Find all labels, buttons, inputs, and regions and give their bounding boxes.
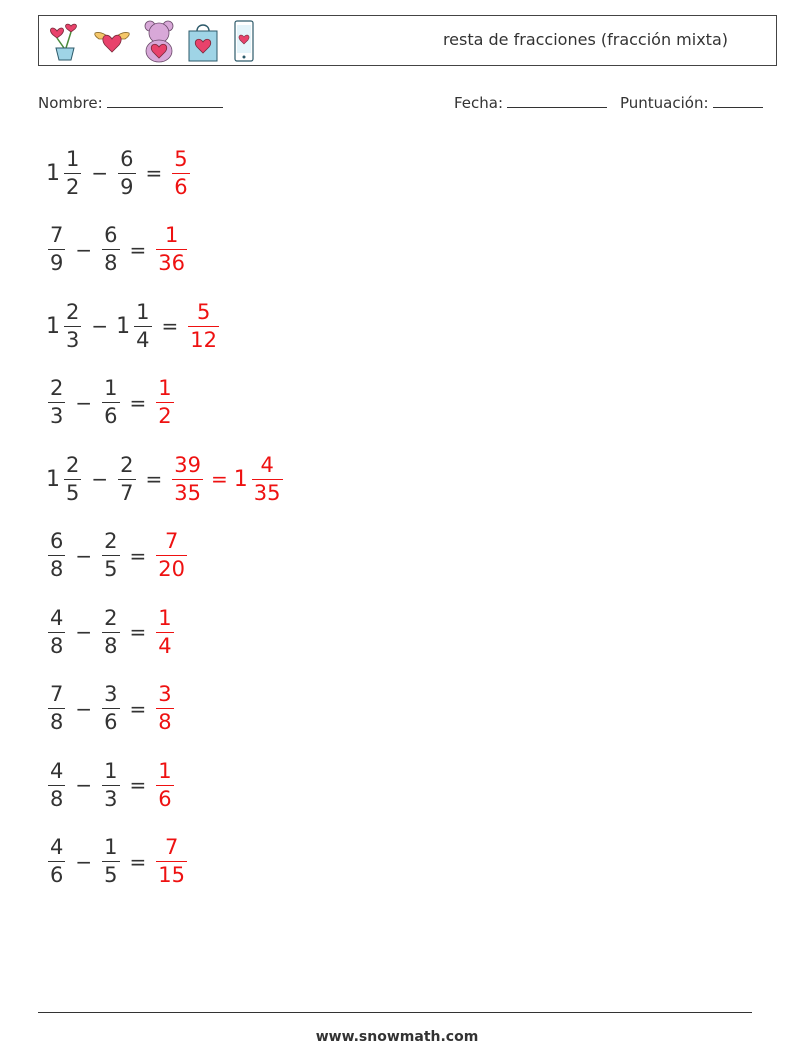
answer-denominator: 2: [158, 404, 172, 428]
answer-mixed-numerator: 4: [260, 452, 274, 477]
answer-fraction: [172, 146, 189, 199]
subtrahend-mixed-number: [100, 605, 121, 658]
equals-sign: =: [129, 773, 147, 797]
minus-sign: −: [75, 696, 93, 721]
minuend-fraction: [48, 225, 65, 274]
equals-sign: =: [129, 237, 147, 262]
subtrahend-denominator: 5: [104, 863, 118, 887]
subtrahend-denominator: 7: [120, 480, 134, 505]
subtrahend-mixed-number: [116, 452, 137, 505]
minuend-numerator: 2: [66, 299, 80, 324]
subtrahend-denominator: 8: [104, 633, 118, 658]
minuend-numerator: 1: [66, 146, 80, 171]
minuend-numerator: 2: [50, 376, 64, 400]
answer-fraction: [156, 378, 173, 427]
minuend-denominator: 9: [50, 251, 64, 275]
footer-divider: [38, 1012, 752, 1013]
minuend-whole: 1: [46, 466, 60, 492]
minuend-denominator: 3: [66, 327, 80, 352]
answer-mixed-number: [154, 378, 175, 427]
answer-denominator: 36: [158, 251, 186, 275]
subtrahend-fraction: [102, 605, 119, 658]
subtrahend-fraction: [102, 684, 119, 733]
minuend-numerator: 2: [66, 452, 80, 477]
minuend-fraction: [48, 531, 65, 580]
minuend-mixed-number: [46, 605, 67, 658]
minuend-mixed-number: [46, 225, 67, 274]
subtrahend-mixed-number: [100, 837, 121, 886]
subtrahend-numerator: 1: [104, 758, 118, 783]
minuend-denominator: 6: [50, 863, 64, 887]
date-label: Fecha:: [454, 94, 504, 112]
subtrahend-whole: 1: [116, 313, 131, 339]
minuend-denominator: 5: [66, 480, 80, 505]
problem-row: [46, 832, 189, 892]
answer-denominator: 15: [158, 863, 186, 887]
minuend-mixed-number: [46, 146, 83, 199]
answer-fraction: [188, 299, 219, 352]
answer-mixed-mixed-number: [233, 452, 285, 505]
minus-sign: −: [75, 543, 93, 568]
minus-sign: −: [75, 237, 93, 262]
answer-mixed-number: [154, 605, 175, 658]
subtrahend-denominator: 9: [120, 174, 134, 199]
answer-mixed-whole: 1: [233, 466, 248, 492]
minus-sign: −: [75, 849, 93, 874]
phone-heart-icon: [229, 19, 259, 63]
winged-heart-icon: [91, 21, 133, 61]
minuend-whole: 1: [46, 160, 60, 186]
minuend-numerator: 6: [50, 529, 64, 553]
minuend-fraction: [64, 452, 81, 505]
shopping-bag-heart-icon: [185, 19, 221, 63]
subtrahend-fraction: [102, 225, 119, 274]
equals-sign: =: [129, 696, 147, 721]
subtrahend-numerator: 3: [104, 682, 118, 706]
minuend-numerator: 7: [50, 223, 64, 247]
minuend-whole: 1: [46, 313, 60, 339]
answer-mixed-fraction: [252, 452, 283, 505]
answer-mixed-denominator: 35: [253, 480, 281, 505]
subtrahend-numerator: 1: [136, 299, 150, 324]
worksheet-title: resta de fracciones (fracción mixta): [442, 30, 728, 49]
subtrahend-denominator: 3: [104, 786, 118, 811]
flower-pot-hearts-icon: [47, 21, 83, 61]
minuend-denominator: 8: [50, 557, 64, 581]
answer-numerator: 1: [158, 758, 172, 783]
answer-fraction: [156, 684, 173, 733]
name-label: Nombre:: [38, 94, 103, 112]
score-field: [620, 93, 763, 112]
answer-denominator: 6: [158, 786, 172, 811]
subtrahend-fraction: [118, 452, 135, 505]
score-label: Puntuación:: [620, 94, 709, 112]
answer-mixed-number: [186, 299, 221, 352]
answer-numerator: 7: [164, 835, 179, 859]
answer-denominator: 4: [158, 633, 172, 658]
subtrahend-mixed-number: [116, 299, 153, 352]
minuend-fraction: [48, 758, 65, 811]
subtrahend-denominator: 4: [136, 327, 150, 352]
answer-denominator: 12: [190, 327, 218, 352]
minuend-numerator: 4: [50, 758, 64, 783]
minuend-mixed-number: [46, 531, 67, 580]
footer-url: www.snowmath.com: [315, 1029, 479, 1045]
answer-numerator: 5: [196, 299, 211, 324]
subtrahend-numerator: 2: [120, 452, 134, 477]
answer-denominator: 35: [174, 480, 202, 505]
minuend-denominator: 2: [66, 174, 80, 199]
minus-sign: −: [75, 390, 93, 415]
subtrahend-numerator: 2: [104, 529, 118, 553]
subtrahend-mixed-number: [100, 684, 121, 733]
subtrahend-numerator: 2: [104, 605, 118, 630]
answer-mixed-number: [154, 837, 189, 886]
date-blank[interactable]: [507, 93, 607, 108]
problem-row: [46, 220, 189, 280]
subtrahend-mixed-number: [100, 531, 121, 580]
minuend-numerator: 7: [50, 682, 64, 706]
subtrahend-denominator: 8: [104, 251, 118, 275]
minuend-denominator: 8: [50, 633, 64, 658]
subtrahend-fraction: [118, 146, 135, 199]
header-icons: [47, 19, 259, 63]
subtrahend-fraction: [102, 531, 119, 580]
problem-row: [46, 755, 176, 815]
subtrahend-numerator: 1: [104, 376, 118, 400]
problem-row: [46, 526, 189, 586]
subtrahend-mixed-number: [100, 225, 121, 274]
name-blank[interactable]: [107, 93, 223, 108]
subtrahend-mixed-number: [100, 378, 121, 427]
date-field: [454, 93, 607, 112]
equals-sign: =: [145, 467, 163, 491]
name-field: [38, 93, 223, 112]
subtrahend-denominator: 6: [104, 710, 118, 734]
problem-row: [46, 296, 221, 356]
minuend-fraction: [48, 605, 65, 658]
minuend-mixed-number: [46, 758, 67, 811]
answer-mixed-number: [154, 758, 175, 811]
equals-sign: =: [129, 620, 147, 644]
minus-sign: −: [91, 314, 109, 338]
subtrahend-denominator: 5: [104, 557, 118, 581]
minuend-fraction: [64, 299, 81, 352]
equals-sign: =: [161, 314, 179, 338]
equals-sign: =: [145, 161, 163, 185]
problem-row: [46, 602, 176, 662]
answer-numerator: 39: [174, 452, 202, 477]
minuend-fraction: [64, 146, 81, 199]
minus-sign: −: [75, 773, 93, 797]
minuend-denominator: 3: [50, 404, 64, 428]
answer-fraction: [156, 605, 173, 658]
answer-numerator: 7: [164, 529, 179, 553]
subtrahend-mixed-number: [116, 146, 137, 199]
subtrahend-numerator: 6: [120, 146, 134, 171]
subtrahend-fraction: [102, 837, 119, 886]
minuend-fraction: [48, 684, 65, 733]
minuend-denominator: 8: [50, 710, 64, 734]
minuend-fraction: [48, 378, 65, 427]
subtrahend-mixed-number: [100, 758, 121, 811]
answer-mixed-number: [154, 684, 175, 733]
answer-mixed-number: [154, 531, 189, 580]
subtrahend-numerator: 1: [104, 835, 118, 859]
minus-sign: −: [75, 620, 93, 644]
problem-row: [46, 449, 285, 509]
score-blank[interactable]: [713, 93, 763, 108]
answer-denominator: 8: [158, 710, 172, 734]
subtrahend-fraction: [102, 378, 119, 427]
minuend-mixed-number: [46, 299, 83, 352]
equals-sign: =: [129, 849, 147, 874]
minuend-numerator: 4: [50, 835, 64, 859]
answer-fraction: [156, 837, 187, 886]
minus-sign: −: [91, 161, 109, 185]
answer-equals-sign: =: [211, 467, 228, 491]
subtrahend-fraction: [102, 758, 119, 811]
minuend-mixed-number: [46, 378, 67, 427]
answer-numerator: 5: [174, 146, 188, 171]
answer-denominator: 6: [174, 174, 188, 199]
answer-mixed-number: [170, 146, 191, 199]
minuend-mixed-number: [46, 837, 67, 886]
minuend-fraction: [48, 837, 65, 886]
header-box: [38, 15, 777, 66]
equals-sign: =: [129, 390, 147, 415]
minuend-mixed-number: [46, 684, 67, 733]
minuend-numerator: 4: [50, 605, 64, 630]
answer-denominator: 20: [158, 557, 186, 581]
answer-mixed-number: [154, 225, 189, 274]
subtrahend-numerator: 6: [104, 223, 118, 247]
answer-numerator: 1: [164, 223, 179, 247]
minus-sign: −: [91, 467, 109, 491]
teddy-bear-heart-icon: [141, 19, 177, 63]
answer-numerator: 1: [158, 376, 172, 400]
answer-numerator: 1: [158, 605, 172, 630]
answer-numerator: 3: [158, 682, 172, 706]
problem-row: [46, 373, 176, 433]
answer-mixed-number: [170, 452, 205, 505]
subtrahend-fraction: [134, 299, 151, 352]
problem-row: [46, 143, 192, 203]
answer-fraction: [172, 452, 203, 505]
minuend-mixed-number: [46, 452, 83, 505]
answer-fraction: [156, 225, 187, 274]
minuend-denominator: 8: [50, 786, 64, 811]
problem-row: [46, 679, 176, 739]
answer-fraction: [156, 758, 173, 811]
subtrahend-denominator: 6: [104, 404, 118, 428]
equals-sign: =: [129, 543, 147, 568]
answer-fraction: [156, 531, 187, 580]
